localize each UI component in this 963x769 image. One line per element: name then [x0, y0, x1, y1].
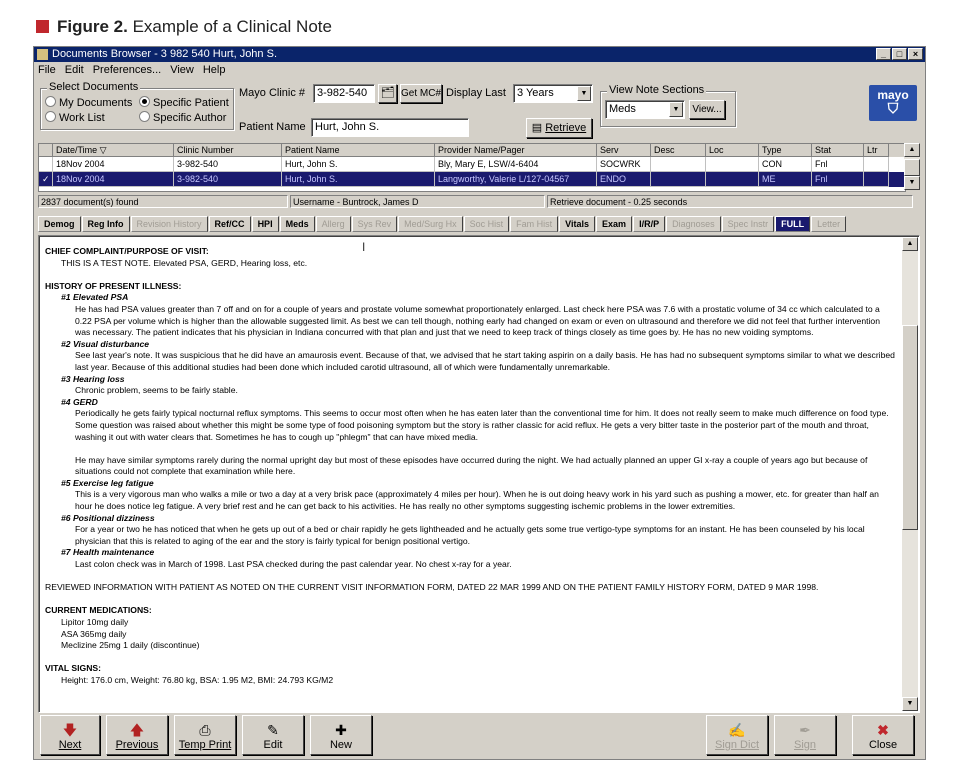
view-note-sections-group [600, 84, 736, 127]
tab-vitals[interactable]: Vitals [559, 216, 595, 232]
red-square-icon [36, 20, 49, 33]
col-patient-name[interactable]: Patient Name [282, 144, 435, 157]
select-documents-label: Select Documents [49, 81, 139, 93]
table-row-selected[interactable] [39, 172, 905, 187]
col-stat[interactable]: Stat [812, 144, 864, 157]
problem-heading: #6 Positional dizziness [61, 512, 155, 523]
problem-text: For a year or two he has noticed that when he gets up out of a bed or chair rapidly he gets lightheaded and he actually gets some true vertigo-type symptoms for an instant. He has been counseled by his local physician that this is related to aging of the ear and the story is fairly typical for benign positional vertigo. [75, 524, 865, 546]
tab-hpi[interactable]: HPI [252, 216, 279, 232]
cell-desc [651, 172, 706, 187]
cell-serv: ENDO [597, 172, 651, 187]
retrieve-icon: ▤ [531, 122, 546, 134]
medication-item: Lipitor 10mg daily [61, 617, 129, 627]
reviewed-text: REVIEWED INFORMATION WITH PATIENT AS NOTED ON THE CURRENT VISIT INFORMATION FORM, DATED 22 MAR 1999 AND ON THE PATIENT FAMILY HISTORY FORM, DATED 9 MAR 1998. [45, 582, 819, 593]
grid-scrollbar[interactable] [904, 143, 920, 190]
col-clinic-number[interactable]: Clinic Number [174, 144, 282, 157]
problem-heading: #2 Visual disturbance [61, 338, 150, 349]
status-username: Username - Buntrock, James D [290, 195, 545, 208]
tab-full[interactable]: FULL [775, 216, 810, 232]
radio-specific-patient[interactable]: Specific Patient [139, 96, 229, 109]
scroll-down-icon[interactable]: ▼ [904, 176, 920, 190]
table-row[interactable] [39, 157, 905, 172]
col-desc[interactable]: Desc [651, 144, 706, 157]
vital-signs-text: Height: 176.0 cm, Weight: 76.80 kg, BSA: 1.95 M2, BMI: 24.793 KG/M2 [61, 674, 334, 685]
radio-icon [139, 111, 150, 122]
tab-demog[interactable]: Demog [38, 216, 81, 232]
problem-heading: #1 Elevated PSA [61, 292, 129, 303]
problem-heading: #4 GERD [61, 396, 98, 407]
documents-grid [38, 143, 906, 192]
cell-patient-name: Hurt, John S. [282, 157, 435, 172]
tab-revision-history: Revision History [131, 216, 208, 232]
status-bar [38, 195, 919, 208]
tab-irp[interactable]: I/R/P [633, 216, 665, 232]
arrow-up-icon: 🡅 [129, 722, 145, 738]
display-last-label: Display Last [446, 87, 506, 99]
clinic-number-input[interactable]: 3-982-540 [313, 84, 375, 103]
col-serv[interactable]: Serv [597, 144, 651, 157]
radio-icon [45, 111, 56, 122]
medication-item: ASA 365mg daily [61, 628, 127, 639]
next-button[interactable]: 🡇 Next [40, 715, 100, 755]
check-icon: ✓ [39, 172, 53, 187]
cell-type: CON [759, 157, 812, 172]
chief-complaint-heading: CHIEF COMPLAINT/PURPOSE OF VISIT: [45, 246, 209, 256]
printer-icon: ⎙ [199, 722, 211, 738]
problem-text: This is a very vigorous man who walks a mile or two a day at a very brisk pace (approximately 4 miles per hour). When he is out doing heavy work in his yard such as pushing a mower, etc. for greater than half an hour he does notice leg fatigue. A very brief rest and he can get back to his activities. He has really no other symptoms suggesting ischemic problems in the lower extremities. [75, 489, 879, 512]
maximize-icon[interactable]: □ [892, 48, 907, 60]
arrow-down-icon: 🡇 [62, 722, 78, 738]
sign-dict-icon: ✍ [728, 722, 746, 738]
cell-loc [706, 157, 759, 172]
cell-provider: Bly, Mary E, LSW/4-6404 [435, 157, 597, 172]
cell-loc [706, 172, 759, 187]
problem-text: Last colon check was in March of 1998. Last PSA checked during the past calendar year. No chest x-ray for a year. [75, 559, 512, 570]
scroll-thumb[interactable] [904, 159, 920, 176]
menu-file[interactable]: File [38, 64, 56, 76]
tab-sys-rev: Sys Rev [352, 216, 398, 232]
lookup-button[interactable] [378, 84, 397, 103]
problem-text: See last year's note. It was suspicious that he did have an amaurosis event. Because of that, we advised that he start taking aspirin on a daily basis. He has had no subsequent symptoms similar to what we described last year. Because of this additional studies had been done which included carotid ultrasound, all of which were fundamentally unremarkable. [75, 350, 895, 372]
cell-type: ME [759, 172, 812, 187]
problem-heading: #3 Hearing loss [61, 373, 125, 384]
temp-print-button[interactable]: ⎙ Temp Print [174, 715, 236, 755]
cell-patient-name: Hurt, John S. [282, 172, 435, 187]
tab-exam[interactable]: Exam [596, 216, 632, 232]
retrieve-button[interactable]: ▤ Retrieve [526, 118, 592, 138]
cell-desc [651, 157, 706, 172]
problem-text: Periodically he gets fairly typical nocturnal reflux symptoms. This seems to occur most often when he has eaten later than the conventional time for him. It does not really seem to make much difference on food type. Some question was raised about whether this might be some type of food poisoning symptom but the story is rather classic for acid reflux. He gets a very bitter taste in the posterior part of the mouth and throat, washing it out with water clears that. Sometimes he has to cough up "phlegm" that can have mixed media. [75, 408, 889, 442]
note-section-tabs [38, 216, 847, 232]
col-type[interactable]: Type [759, 144, 812, 157]
window-title: Documents Browser - 3 982 540 Hurt, John S. [52, 48, 277, 60]
col-loc[interactable]: Loc [706, 144, 759, 157]
hpi-heading: HISTORY OF PRESENT ILLNESS: [45, 280, 182, 291]
app-icon [37, 49, 48, 60]
col-date-time[interactable]: Date/Time ▽ [53, 144, 174, 157]
row-check [39, 157, 53, 172]
radio-work-list[interactable]: Work List [45, 111, 105, 124]
figure-caption: Figure 2. Example of a Clinical Note [36, 17, 332, 37]
cell-date: 18Nov 2004 [53, 157, 174, 172]
radio-selected-icon [139, 96, 150, 107]
col-provider[interactable]: Provider Name/Pager [435, 144, 597, 157]
scroll-thumb[interactable] [902, 325, 918, 530]
note-scrollbar[interactable] [902, 237, 918, 711]
get-mc-button[interactable]: Get MC# [400, 84, 442, 103]
edit-button[interactable]: ✎ Edit [242, 715, 304, 755]
sign-icon: ✒ [799, 722, 811, 738]
patient-name-label: Patient Name [239, 121, 306, 133]
cell-ltr [864, 157, 889, 172]
folder-icon: 🗂 [380, 87, 395, 99]
tab-reg-info[interactable]: Reg Info [82, 216, 130, 232]
tab-allerg: Allerg [316, 216, 351, 232]
new-document-icon: ✚ [335, 722, 347, 738]
cell-clinic-number: 3-982-540 [174, 157, 282, 172]
close-window-icon[interactable]: × [908, 48, 923, 60]
tab-spec-instr: Spec Instr [722, 216, 775, 232]
select-documents-group [40, 81, 234, 130]
chief-complaint-text: THIS IS A TEST NOTE. Elevated PSA, GERD, Hearing loss, etc. [61, 257, 308, 268]
note-text [45, 246, 895, 687]
text-cursor-icon: I [362, 240, 366, 254]
col-ltr[interactable]: Ltr [864, 144, 889, 157]
shield-icon: ⛉ [887, 100, 899, 116]
tab-soc-hist: Soc Hist [464, 216, 510, 232]
status-retrieve: Retrieve document - 0.25 seconds [547, 195, 913, 208]
problem-heading: #7 Health maintenance [61, 547, 155, 558]
radio-my-documents[interactable]: My Documents [45, 96, 132, 109]
problem-text: He has had PSA values greater than 7 off and on for a couple of years and prostate volume somewhat proportionately enlarged. Last check here PSA was 7.6 with a prostatic volume of 34 cc which calculated to a 0.22 PSA per volume which is higher than the allowable suggested limit. As best we can tell though, nothing early had changed on exam or even on ultrasound and therefore we did not feel that further intervention was necessary. The patient indicates that his physician in Indiana concurred with that plan and just that we need to keep track of things closely as time goes by. He has no new voiding symptoms. [75, 303, 880, 338]
minimize-icon[interactable]: _ [876, 48, 891, 60]
dropdown-arrow-icon[interactable]: ▼ [669, 102, 683, 117]
sign-button: ✒ Sign [774, 715, 836, 755]
tab-fam-hist: Fam Hist [510, 216, 558, 232]
mayo-logo: mayo ⛉ [869, 85, 917, 121]
menu-bar [38, 64, 225, 78]
cell-stat: Fnl [812, 157, 864, 172]
documents-browser-window [33, 46, 926, 760]
status-found: 2837 document(s) found [38, 195, 288, 208]
problem-text: Chronic problem, seems to be fairly stable. [75, 385, 238, 396]
tab-letter: Letter [811, 216, 846, 232]
menu-view[interactable]: View [170, 64, 194, 76]
view-note-sections-label: View Note Sections [609, 84, 705, 96]
view-button[interactable]: View... [689, 100, 725, 119]
tab-diagnoses: Diagnoses [666, 216, 721, 232]
tab-ref-cc[interactable]: Ref/CC [209, 216, 251, 232]
edit-icon: ✎ [267, 722, 279, 738]
note-document-pane[interactable] [38, 235, 920, 713]
dropdown-arrow-icon[interactable]: ▼ [577, 86, 591, 101]
scroll-down-icon[interactable]: ▼ [902, 697, 918, 711]
title-bar [34, 47, 925, 62]
previous-button[interactable]: 🡅 Previous [106, 715, 168, 755]
scroll-up-icon[interactable]: ▲ [902, 237, 918, 251]
sign-dict-button: ✍ Sign Dict [706, 715, 768, 755]
new-button[interactable]: ✚ New [310, 715, 372, 755]
tab-meds[interactable]: Meds [280, 216, 315, 232]
cell-date: 18Nov 2004 [53, 172, 174, 187]
medications-heading: CURRENT MEDICATIONS: [45, 605, 152, 616]
patient-name-input[interactable]: Hurt, John S. [311, 118, 469, 137]
medication-item: Meclizine 25mg 1 daily (discontinue) [61, 640, 200, 651]
cell-provider: Langworthy, Valerie L/127-04567 [435, 172, 597, 187]
display-last-select[interactable]: 3 Years ▼ [513, 84, 593, 103]
vital-signs-heading: VITAL SIGNS: [45, 663, 102, 674]
menu-preferences[interactable]: Preferences... [92, 64, 162, 76]
mayo-clinic-label: Mayo Clinic # [239, 87, 306, 99]
grid-header-check [39, 144, 53, 157]
radio-specific-author[interactable]: Specific Author [139, 111, 226, 124]
radio-icon [45, 96, 56, 107]
scroll-up-icon[interactable]: ▲ [904, 143, 920, 157]
problem-heading: #5 Exercise leg fatigue [61, 477, 154, 488]
close-button[interactable]: ✖ Close [852, 715, 914, 755]
cell-stat: Fnl [812, 172, 864, 187]
tab-med-surg-hx: Med/Surg Hx [398, 216, 463, 232]
grid-header [39, 144, 905, 157]
note-sections-select[interactable]: Meds ▼ [605, 100, 685, 119]
cell-ltr [864, 172, 889, 187]
problem-text: He may have similar symptoms rarely during the normal upright day but most of these episodes have occurred during the night. We had actually planned an upper GI x-ray a couple of years ago but because of situations could not complete that examination while here. [75, 454, 868, 477]
close-x-icon: ✖ [877, 722, 889, 738]
cell-clinic-number: 3-982-540 [174, 172, 282, 187]
menu-edit[interactable]: Edit [64, 64, 84, 76]
cell-serv: SOCWRK [597, 157, 651, 172]
menu-help[interactable]: Help [202, 64, 226, 76]
